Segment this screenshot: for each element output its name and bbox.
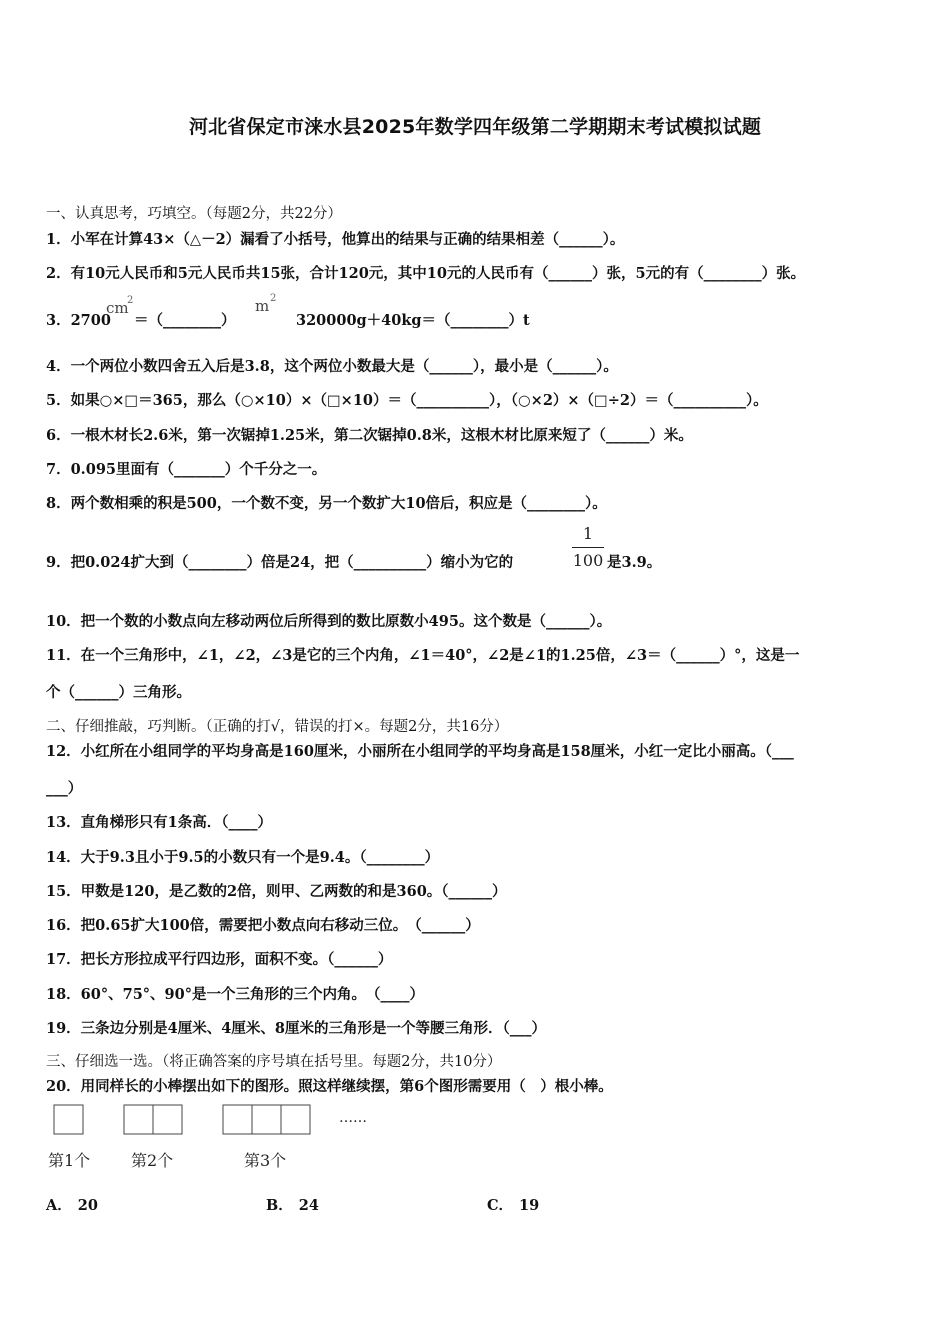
q3-unit-m-sup: 2 bbox=[270, 293, 277, 304]
question-12-cont: ___） bbox=[46, 780, 83, 797]
q9-denominator: 100 bbox=[572, 551, 604, 570]
figure-ellipsis: …… bbox=[339, 1110, 367, 1126]
figure-caption-3: 第3个 bbox=[244, 1151, 287, 1170]
option-c[interactable] bbox=[487, 1194, 539, 1215]
figure-1-square-1 bbox=[54, 1105, 83, 1134]
figure-2-square-1 bbox=[124, 1105, 153, 1134]
option-a-label: A． bbox=[46, 1197, 72, 1214]
question-9: 9．把0.024扩大到（________）倍是24，把（__________）缩小为它的 bbox=[46, 554, 514, 571]
q3-rest: 320000g＋40kg＝（________）t bbox=[296, 312, 530, 329]
question-10: 10．把一个数的小数点向左移动两位后所得到的数比原数小495。这个数是（______）。 bbox=[46, 613, 612, 630]
question-19: 19．三条边分别是4厘米、4厘米、8厘米的三角形是一个等腰三角形．（___） bbox=[46, 1020, 546, 1037]
page-title: 河北省保定市涞水县2025年数学四年级第二学期期末考试模拟试题 bbox=[188, 116, 762, 138]
question-4: 4．一个两位小数四舍五入后是3.8，这个两位小数最大是（______），最小是（______）。 bbox=[46, 358, 618, 375]
q3-prefix: 3．2700 bbox=[46, 312, 111, 329]
question-16: 16．把0.65扩大100倍，需要把小数点向右移动三位。 （______） bbox=[46, 917, 480, 934]
question-12: 12．小红所在小组同学的平均身高是160厘米，小丽所在小组同学的平均身高是158厘米，小红一定比小丽高。（___ bbox=[46, 743, 794, 760]
figure-1-squares bbox=[54, 1105, 83, 1134]
section-1-heading: 一、认真思考，巧填空。（每题2分，共22分） bbox=[46, 206, 342, 222]
question-2: 2．有10元人民币和5元人民币共15张，合计120元，其中10元的人民币有（______）张，5元的有（________）张。 bbox=[46, 265, 806, 282]
q9-end: 是3.9。 bbox=[607, 554, 662, 571]
question-13: 13．直角梯形只有1条高．（____） bbox=[46, 814, 273, 831]
question-11-cont: 个（______）三角形。 bbox=[46, 684, 191, 701]
option-a-value: 20 bbox=[77, 1197, 98, 1214]
option-a[interactable] bbox=[46, 1194, 98, 1215]
figure-3-squares bbox=[223, 1105, 310, 1134]
option-c-label: C． bbox=[487, 1197, 514, 1214]
question-20: 20．用同样长的小棒摆出如下的图形。照这样继续摆，第6个图形需要用（ ）根小棒。 bbox=[46, 1078, 613, 1095]
figure-caption-2: 第2个 bbox=[131, 1151, 174, 1170]
question-7: 7．0.095里面有（_______）个千分之一。 bbox=[46, 461, 327, 478]
q3-unit-cm: cm bbox=[106, 299, 129, 317]
figure-2-squares bbox=[124, 1105, 182, 1134]
question-15: 15．甲数是120，是乙数的2倍，则甲、乙两数的和是360。（______） bbox=[46, 883, 507, 900]
question-14: 14．大于9.3且小于9.5的小数只有一个是9.4。（________） bbox=[46, 849, 440, 866]
question-11: 11．在一个三角形中，∠1，∠2，∠3是它的三个内角，∠1＝40°，∠2是∠1的1.25倍，∠3＝（______）°，这是一 bbox=[46, 647, 800, 664]
section-3-heading: 三、仔细选一选。（将正确答案的序号填在括号里。每题2分，共10分） bbox=[46, 1054, 502, 1070]
section-2-heading: 二、仔细推敲，巧判断。（正确的打√，错误的打×。每题2分，共16分） bbox=[46, 719, 509, 735]
option-b-value: 24 bbox=[298, 1197, 319, 1214]
option-c-value: 19 bbox=[519, 1197, 540, 1214]
q9-fraction-bar bbox=[572, 547, 604, 548]
figure-2-square-2 bbox=[153, 1105, 182, 1134]
figure-3-square-2 bbox=[252, 1105, 281, 1134]
question-3 bbox=[46, 309, 111, 330]
q9-numerator: 1 bbox=[582, 524, 594, 543]
question-18: 18．60°、75°、90°是一个三角形的三个内角。 （____） bbox=[46, 986, 424, 1003]
question-5: 5．如果○×□＝365，那么（○×10）×（□×10）＝（__________），（○×2）×（□÷2）＝（__________）。 bbox=[46, 392, 768, 409]
question-8: 8．两个数相乘的积是500，一个数不变，另一个数扩大10倍后，积应是（________）。 bbox=[46, 495, 607, 512]
question-1: 1．小军在计算43×（△－2）漏看了小括号，他算出的结果与正确的结果相差（______）。 bbox=[46, 231, 625, 248]
option-b-label: B． bbox=[266, 1197, 293, 1214]
option-b[interactable] bbox=[266, 1194, 319, 1215]
q3-mid: ＝（________） bbox=[134, 312, 236, 329]
question-6: 6．一根木材长2.6米，第一次锯掉1.25米，第二次锯掉0.8米，这根木材比原来短了（______）米。 bbox=[46, 427, 693, 444]
figure-caption-1: 第1个 bbox=[48, 1151, 91, 1170]
figure-3-square-3 bbox=[281, 1105, 310, 1134]
q3-unit-m: m bbox=[255, 297, 270, 315]
q3-unit-cm-sup: 2 bbox=[127, 295, 134, 306]
question-17: 17．把长方形拉成平行四边形，面积不变。（______） bbox=[46, 951, 393, 968]
figure-3-square-1 bbox=[223, 1105, 252, 1134]
